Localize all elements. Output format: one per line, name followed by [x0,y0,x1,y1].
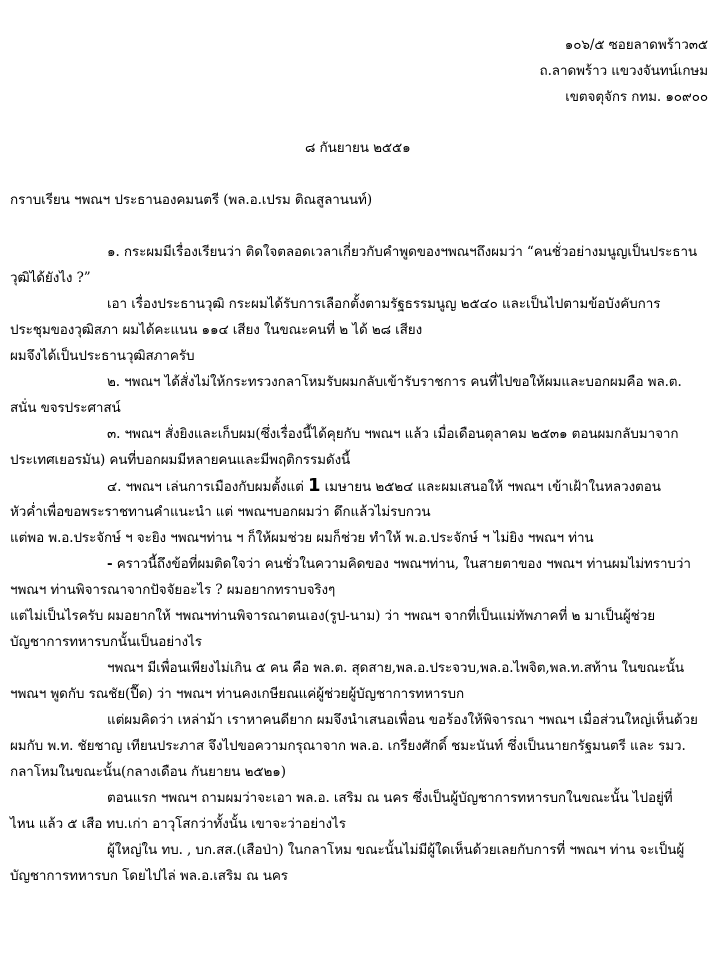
paragraph-line: ไหน แล้ว ๕ เสือ ทบ.เก่า อาวุโสกว่าทั้งนั้น เขาจะว่าอย่างไร [10,816,346,832]
line-text: ๔. ฯพณฯ เล่นการเมืองกับผมตั้งแต่ [107,479,304,495]
address-line-3: เขตจตุจักร กทม. ๑๐๙๐๐ [565,89,708,105]
paragraph-line: ๑. กระผมมีเรื่องเรียนว่า ติดใจตลอดเวลาเกี่ยวกับคำพูดของฯพณฯถึงผมว่า “คนชั่วอย่างมนูญเป็นประธาน [107,244,698,260]
paragraph-line: บัญชาการทหารบก โดยไปไล่ พล.อ.เสริม ณ นคร [10,868,288,884]
address-line-2: ถ.ลาดพร้าว แขวงจันทน์เกษม [539,63,708,79]
paragraph-line: ผู้ใหญ่ใน ทบ. , บก.สส.(เสือป่า) ในกลาโหม ขณะนั้นไม่มีผู้ใดเห็นด้วยเลยกับการที่ ฯพณฯ ท่าน จะเป็นผู้ [107,842,685,858]
paragraph-line: หัวค่ำเพื่อขอพระราชทานคำแนะนำ แต่ ฯพณฯบอกผมว่า ดึกแล้วไม่รบกวน [10,504,431,520]
paragraph-line: ตอนแรก ฯพณฯ ถามผมว่าจะเอา พล.อ. เสริม ณ นคร ซึ่งเป็นผู้บัญชาการทหารบกในขณะนั้น ไปอยู่ที่ [107,790,673,806]
paragraph-line: กลาโหมในขณะนั้น(กลางเดือน กันยายน ๒๕๒๑) [10,764,286,780]
paragraph-line: วุฒิได้ยังไง ?” [10,270,91,286]
paragraph-line: สนั่น ขจรประศาสน์ [10,400,121,416]
salutation: กราบเรียน ฯพณฯ ประธานองคมนตรี (พล.อ.เปรม ติณสูลานนท์) [10,192,372,208]
paragraph-line: แต่ไม่เป็นไรครับ ผมอยากให้ ฯพณฯท่านพิจารณาตนเอง(รูป-นาม) ว่า ฯพณฯ จากที่เป็นแม่ทัพภาคที่ ๒ มาเป็นผู้ช่วย [10,608,656,624]
paragraph-line: แต่ผมคิดว่า เหล่าม้า เราหาคนดียาก ผมจึงนำเสนอเพื่อน ขอร้องให้พิจารณา ฯพณฯ เมื่อส่วนใหญ่เห็นด้วย [107,712,698,728]
paragraph-line: ฯพณฯ พูดกับ รณชัย(ปื๊ด) ว่า ฯพณฯ ท่านคงเกษียณแค่ผู้ช่วยผู้บัญชาการทหารบก [10,686,465,702]
address-line-1: ๑๐๖/๕ ซอยลาดพร้าว๓๕ [564,37,708,53]
paragraph-line: แต่พอ พ.อ.ประจักษ์ ฯ จะยิง ฯพณฯท่าน ฯ ก็ให้ผมช่วย ผมก็ช่วย ทำให้ พ.อ.ประจักษ์ ฯ ไม่ยิง ฯพณฯ ท่าน [10,530,594,546]
paragraph-line: ฯพณฯ ท่านพิจารณาจากปัจจัยอะไร ? ผมอยากทราบจริงๆ [10,582,336,598]
dash-bullet: - [107,556,113,572]
paragraph-line: เอา เรื่องประธานวุฒิ กระผมได้รับการเลือกตั้งตามรัฐธรรมนูญ ๒๕๔๐ และเป็นไปตามข้อบังคับการ [107,296,661,312]
paragraph-line: ผมจึงได้เป็นประธานวุฒิสภาครับ [10,348,195,364]
paragraph-line [107,555,691,573]
paragraph-line: ประเทศเยอรมัน) คนที่บอกผมมีหลายคนและมีพฤติกรรมดังนี้ [10,452,351,468]
letter-date: ๘ กันยายน ๒๕๕๑ [305,140,411,156]
paragraph-line: ๓. ฯพณฯ สั่งยิงและเก็บผม(ซึ่งเรื่องนี้ได้คุยกับ ฯพณฯ แล้ว เมื่อเดือนตุลาคม ๒๕๓๑ ตอนผมกลับมาจาก [107,426,679,442]
line-text: คราวนี้ถึงข้อที่ผมติดใจว่า คนชั่วในความคิดของ ฯพณฯท่าน, ในสายตาของ ฯพณฯ ท่านผมไม่ทราบว่า [116,556,691,572]
paragraph-line: ๒. ฯพณฯ ได้สั่งไม่ให้กระทรวงกลาโหมรับผมกลับเข้ารับราชการ คนที่ไปขอให้ผมและบอกผมคือ พล.ต. [107,374,682,390]
large-numeral: 1 [308,475,321,496]
paragraph-line: ฯพณฯ มีเพื่อนเพียงไม่เกิน ๕ คน คือ พล.ต. สุดสาย,พล.อ.ประจวบ,พล.อ.ไพจิต,พล.ท.สท้าน ในขณะนั้น [107,660,685,676]
paragraph-line [107,477,661,496]
line-text: เมษายน ๒๕๒๔ และผมเสนอให้ ฯพณฯ เข้าเฝ้าในหลวงตอน [324,479,661,495]
paragraph-line: ผมกับ พ.ท. ชัยชาญ เทียนประภาส จึงไปขอความกรุณาจาก พล.อ. เกรียงศักดิ์ ชมะนันท์ ซึ่งเป็นนายกรัฐมนตรี และ รมว. [10,738,686,754]
paragraph-line: ประชุมของวุฒิสภา ผมได้คะแนน ๑๑๔ เสียง ในขณะคนที่ ๒ ได้ ๒๘ เสียง [10,322,423,338]
paragraph-line: บัญชาการทหารบกนั้นเป็นอย่างไร [10,634,202,650]
